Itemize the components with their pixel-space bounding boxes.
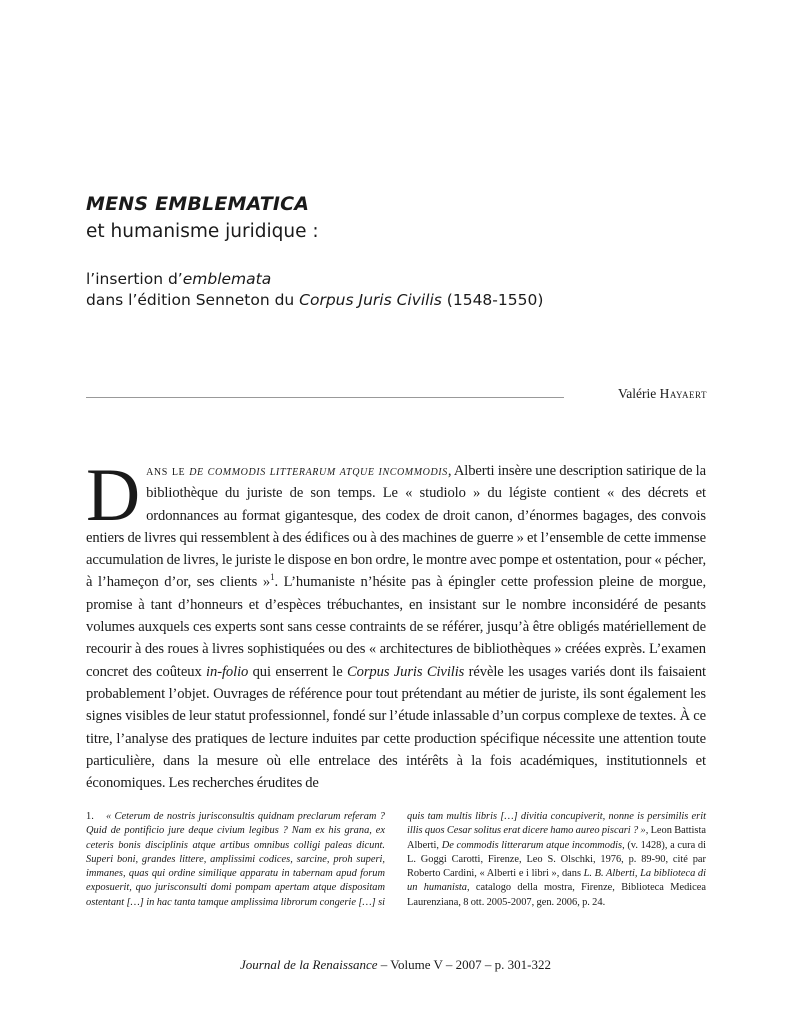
article-title-continuation: et humanisme juridique : xyxy=(86,221,319,242)
author-name: Valérie Hayaert xyxy=(618,386,707,401)
drop-cap: D xyxy=(86,454,141,537)
subtitle-line-1: l’insertion d’emblemata xyxy=(86,270,272,288)
article-subtitle xyxy=(86,269,706,311)
page-footer xyxy=(0,957,791,973)
journal-details: – Volume V – 2007 – p. 301-322 xyxy=(377,957,552,972)
cited-work-title: de commodis litterarum atque incommodis xyxy=(189,463,448,479)
article-title: MENS EMBLEMATICA xyxy=(86,193,310,215)
lead-in: ans le de commodis litterarum atque incommodis xyxy=(146,463,448,479)
footnote-number: 1. xyxy=(86,811,94,822)
body-paragraph: Dans le de commodis litterarum atque incommodis, Alberti insère une description satirique de la bibliothèque du juriste de son temps. Le « studiolo » du légiste contient « des décrets et ordonnances au format gigantesque, des codex de droit canon, d’énormes bagages, des convois entiers de livres qui ressemblent à des édifices ou à des machines de guerre » et l’ensemble de cette immense accumulation de livres, le juriste le dispose en bon ordre, le montre avec pompe et ostentation, pour « pécher, à l’hameçon d’or, ses clients »$^1$. L’humaniste n’hésite pas à épingler cette profession pleine de morgue, promise à tant d’honneurs et d’espèces trébuchantes, en insistant sur le nombre inconsidéré de pesants volumes auxquels ces experts sont sans cesse contraints de se référer, jusqu’à être obligés matériellement de recourir à des roues à livres sophistiquées ou des « architectures de bibliothèques » créées exprès. L’examen concret des coûteux in-folio qui enserrent le Corpus Juris Civilis révèle les usages variés dont ils faisaient probablement l’objet. Ouvrages de référence pour tout prétendant au métier de juriste, ils sont également les signes visibles de leur statut professionnel, fondé sur l’étude inlassable d’un corpus complexe de textes. À ce titre, l’analyse des pratiques de lecture induites par cette production spécifique nécessite une attention toute particulière, dans la mesure où elle entrelace des intérêts à la fois académiques, institutionnels et économiques. Les recherches érudites de xyxy=(86,454,707,792)
subtitle-line-2: dans l’édition Senneton du Corpus Juris Civilis (1548-1550) xyxy=(86,291,544,309)
journal-name: Journal de la Renaissance xyxy=(239,957,378,972)
article-title-block xyxy=(86,193,706,311)
author-divider xyxy=(86,397,564,398)
footnotes: 1. « Ceterum de nostris jurisconsultis quidnam preclarum referam ? Quid de pontificio jure deque civium legibus ? Nam ex his grana, ex ceteris bonis disciplinis atque artibus omnibus colligi paleas dicunt. Superi boni, grandes littere, amplissimi codices, sarcine, proh superi, immanes, quas qui ordine similique apparatu in tabernam apud forum exposuerit, quo jurisconsulti domi pompam apertam atque dispositam ostentant […] in hac tanta tamque amplissima librorum congerie […] si quis tam multis libris […] divitia concupiverit, nonne is persimilis erit illis quos Cesar solitus erat dicere hamo aureo piscari ? », Leon Battista Alberti, De commodis litterarum atque incommodis, (v. 1428), a cura di L. Goggi Carotti, Firenze, Leo S. Olschki, 1976, p. 89-90, cité par Roberto Cardini, « Alberti e i libri », dans L. B. Alberti, La biblioteca di un humanista, catalogo della mostra, Firenze, Biblioteca Medicea Laurenziana, 8 ott. 2005-2007, gen. 2006, p. 24. xyxy=(86,811,707,908)
footnote-latin-quote: « Ceterum de nostris jurisconsultis quidnam preclarum referam ? Quid de pontificio jure deque civium legibus ? Nam ex his grana, ex ceteris bonis disciplinis atque artibus omnibus colligi paleas dicunt. Superi boni, grandes littere, amplissimi codices, sarcine, proh superi, immanes, quas qui ordine similique apparatu in tabernam apud forum exposuerit, quo jurisconsulti domi pompam apertam atque dispositam ostentant […] in hac tanta tamque amplissima librorum congerie […] si quis tam multis libris […] divitia concupiverit, nonne is persimilis erit illis quos Cesar solitus erat dicere hamo aureo piscari ? » xyxy=(86,811,706,908)
footnote-reference[interactable]: 1 xyxy=(270,572,275,583)
